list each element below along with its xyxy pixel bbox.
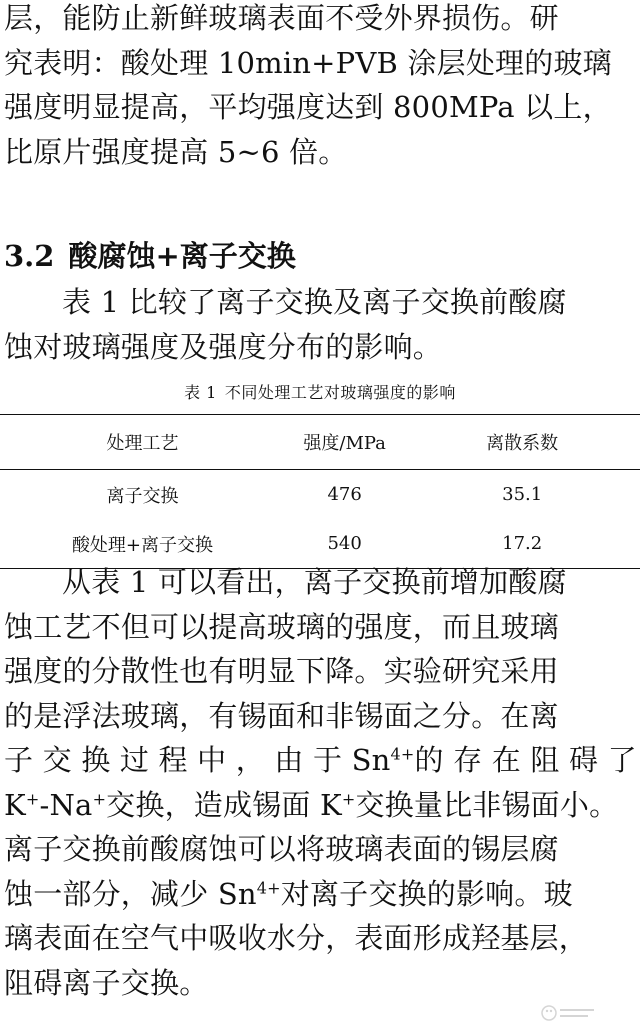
text-line: 比原片强度提高 5~6 倍。 — [4, 134, 348, 169]
table-cell: 35.1 — [502, 484, 543, 505]
section-number: 3.2 — [4, 239, 55, 273]
text-segment: 交换量比非锡面小。 — [355, 787, 619, 822]
table-cell: 酸处理+离子交换 — [0, 519, 285, 569]
text-line: 璃表面在空气中吸收水分，表面形成羟基层， — [4, 921, 589, 955]
paragraph-table-intro — [4, 280, 636, 369]
table-cell: 540 — [285, 519, 404, 569]
superscript: 4+ — [390, 744, 415, 764]
text-line — [4, 738, 636, 783]
superscript: + — [341, 788, 356, 808]
paragraph-intro — [4, 0, 636, 174]
text-segment: 的 存 在 阻 碍 了 — [414, 743, 637, 777]
table-caption-number: 表 1 — [184, 383, 217, 402]
text-line: 蚀工艺不但可以提高玻璃的强度，而且玻璃 — [4, 609, 559, 644]
text-segment: K — [4, 787, 26, 822]
table-header-row — [0, 415, 640, 470]
superscript: + — [92, 788, 107, 808]
table-cell: 476 — [327, 484, 362, 505]
text-line: 的是浮法玻璃，有锡面和非锡面之分。在离 — [4, 698, 559, 733]
text-line: 究表明：酸处理 10min+PVB 涂层处理的玻璃 — [4, 45, 612, 80]
text-line: 离子交换前酸腐蚀可以将玻璃表面的锡层腐 — [4, 832, 559, 866]
section-heading — [4, 234, 296, 278]
superscript: 4+ — [256, 877, 281, 897]
text-segment: 子 交 换 过 程 中 ， 由 于 Sn — [4, 743, 391, 777]
text-line: 蚀对玻璃强度及强度分布的影响。 — [4, 329, 443, 364]
text-segment: 蚀一部分，减少 Sn — [4, 876, 257, 911]
watermark-logo — [540, 1002, 598, 1024]
text-line — [4, 872, 636, 917]
text-line — [4, 783, 636, 828]
text-segment: -Na — [39, 787, 93, 822]
table-caption-title: 不同处理工艺对玻璃强度的影响 — [224, 383, 456, 402]
section-title: 酸腐蚀+离子交换 — [68, 239, 296, 273]
table-row — [0, 470, 640, 520]
text-line: 强度的分散性也有明显下降。实验研究采用 — [4, 654, 559, 688]
paragraph-analysis — [4, 560, 636, 1005]
text-line: 阻碍离子交换。 — [4, 965, 209, 1000]
column-header-strength: 强度/MPa — [285, 415, 404, 470]
text-line: 层，能防止新鲜玻璃表面不受外界损伤。研 — [4, 1, 559, 35]
table-cell: 离子交换 — [106, 485, 179, 507]
data-table — [0, 414, 640, 569]
text-line: 从表 1 可以看出，离子交换前增加酸腐 — [62, 565, 567, 599]
table-caption — [0, 381, 640, 405]
column-header-dispersion: 离散系数 — [404, 415, 640, 470]
text-segment: 对离子交换的影响。玻 — [280, 876, 573, 911]
table-cell: 17.2 — [404, 519, 640, 569]
text-line: 表 1 比较了离子交换及离子交换前酸腐 — [62, 285, 567, 319]
column-header-process: 处理工艺 — [0, 415, 285, 470]
text-line: 强度明显提高，平均强度达到 800MPa 以上， — [4, 90, 612, 124]
superscript: + — [25, 788, 40, 808]
text-segment: 交换，造成锡面 K — [106, 787, 342, 822]
